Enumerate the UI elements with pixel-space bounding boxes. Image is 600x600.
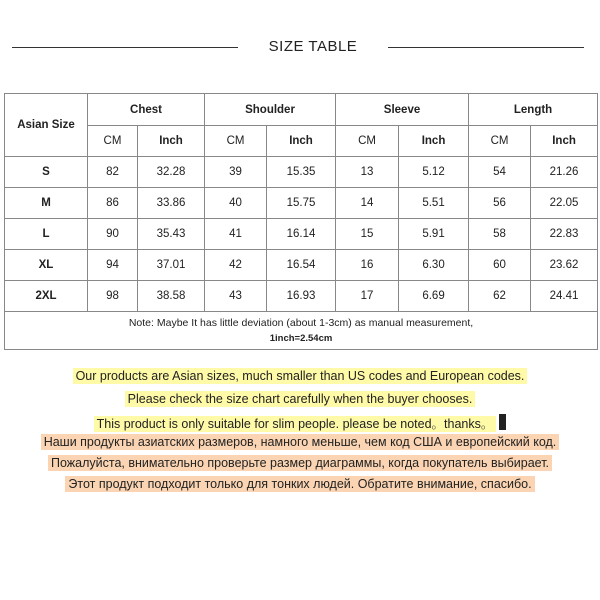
shoulder-header: Shoulder	[205, 94, 336, 126]
shoulder-inch-cell: 15.35	[267, 157, 336, 188]
chest-inch-cell: 37.01	[138, 250, 205, 281]
sleeve-header: Sleeve	[336, 94, 469, 126]
length-inch-cell: 22.05	[531, 188, 598, 219]
unit-cm-header: CM	[205, 126, 267, 157]
unit-inch-header: Inch	[531, 126, 598, 157]
page-title: SIZE TABLE	[268, 38, 358, 55]
shoulder-inch-cell: 15.75	[267, 188, 336, 219]
length-cm-cell: 58	[469, 219, 531, 250]
unit-inch-header: Inch	[138, 126, 205, 157]
sleeve-inch-cell: 5.12	[399, 157, 469, 188]
chest-cm-cell: 90	[88, 219, 138, 250]
unit-inch-header: Inch	[267, 126, 336, 157]
size-table-title-row	[0, 38, 600, 58]
shoulder-inch-cell: 16.14	[267, 219, 336, 250]
notice-en-2-text: Please check the size chart carefully when the buyer chooses.	[125, 391, 476, 407]
sleeve-cm-cell: 17	[336, 281, 399, 312]
table-row	[5, 157, 598, 188]
shoulder-cm-cell: 43	[205, 281, 267, 312]
chest-cm-cell: 86	[88, 188, 138, 219]
size-table	[4, 93, 598, 350]
notice-ru-3	[0, 477, 600, 491]
length-inch-cell: 23.62	[531, 250, 598, 281]
unit-inch-header: Inch	[399, 126, 469, 157]
table-row	[5, 188, 598, 219]
size-cell: M	[5, 188, 88, 219]
notice-ru-2	[0, 456, 600, 470]
sleeve-inch-cell: 6.69	[399, 281, 469, 312]
unit-cm-header: CM	[88, 126, 138, 157]
notice-en-1-text: Our products are Asian sizes, much smaller than US codes and European codes.	[73, 368, 528, 384]
chest-inch-cell: 38.58	[138, 281, 205, 312]
length-cm-cell: 56	[469, 188, 531, 219]
shoulder-inch-cell: 16.54	[267, 250, 336, 281]
shoulder-inch-cell: 16.93	[267, 281, 336, 312]
asian-size-header: Asian Size	[5, 94, 88, 157]
notice-en-3-text: This product is only suitable for slim people. please be noted。thanks。	[94, 416, 497, 432]
size-cell: 2XL	[5, 281, 88, 312]
title-rule-right	[388, 47, 584, 48]
notice-ru-1-text: Наши продукты азиатских размеров, намного меньше, чем код США и европейский код.	[41, 434, 560, 450]
table-row	[5, 219, 598, 250]
sleeve-inch-cell: 6.30	[399, 250, 469, 281]
length-cm-cell: 54	[469, 157, 531, 188]
inch-conversion-note: 1inch=2.54cm	[269, 332, 333, 344]
notice-ru-3-text: Этот продукт подходит только для тонких людей. Обратите внимание, спасибо.	[65, 476, 534, 492]
chest-inch-cell: 35.43	[138, 219, 205, 250]
notice-en-2	[0, 392, 600, 406]
table-row	[5, 250, 598, 281]
shoulder-cm-cell: 40	[205, 188, 267, 219]
shoulder-cm-cell: 41	[205, 219, 267, 250]
table-row	[5, 281, 598, 312]
notice-en-3	[0, 414, 600, 432]
notice-en-1	[0, 369, 600, 383]
notice-ru-1	[0, 435, 600, 449]
chest-header: Chest	[88, 94, 205, 126]
text-cursor	[499, 414, 506, 430]
notice-ru-2-text: Пожалуйста, внимательно проверьте размер диаграммы, когда покупатель выбирает.	[48, 455, 552, 471]
length-header: Length	[469, 94, 598, 126]
length-inch-cell: 24.41	[531, 281, 598, 312]
length-inch-cell: 22.83	[531, 219, 598, 250]
sleeve-inch-cell: 5.51	[399, 188, 469, 219]
size-cell: XL	[5, 250, 88, 281]
note-text: Note: Maybe It has little deviation (about 1-3cm) as manual measurement,	[128, 316, 474, 329]
measurement-note	[5, 312, 598, 350]
chest-cm-cell: 82	[88, 157, 138, 188]
shoulder-cm-cell: 39	[205, 157, 267, 188]
sleeve-cm-cell: 14	[336, 188, 399, 219]
unit-cm-header: CM	[336, 126, 399, 157]
chest-cm-cell: 98	[88, 281, 138, 312]
title-rule-left	[12, 47, 238, 48]
sleeve-cm-cell: 13	[336, 157, 399, 188]
group-header-row	[5, 94, 598, 126]
unit-header-row	[5, 126, 598, 157]
size-cell: S	[5, 157, 88, 188]
length-cm-cell: 62	[469, 281, 531, 312]
shoulder-cm-cell: 42	[205, 250, 267, 281]
sleeve-cm-cell: 15	[336, 219, 399, 250]
chest-inch-cell: 32.28	[138, 157, 205, 188]
chest-cm-cell: 94	[88, 250, 138, 281]
sleeve-inch-cell: 5.91	[399, 219, 469, 250]
length-cm-cell: 60	[469, 250, 531, 281]
unit-cm-header: CM	[469, 126, 531, 157]
length-inch-cell: 21.26	[531, 157, 598, 188]
chest-inch-cell: 33.86	[138, 188, 205, 219]
size-cell: L	[5, 219, 88, 250]
note-row	[5, 312, 598, 350]
sleeve-cm-cell: 16	[336, 250, 399, 281]
